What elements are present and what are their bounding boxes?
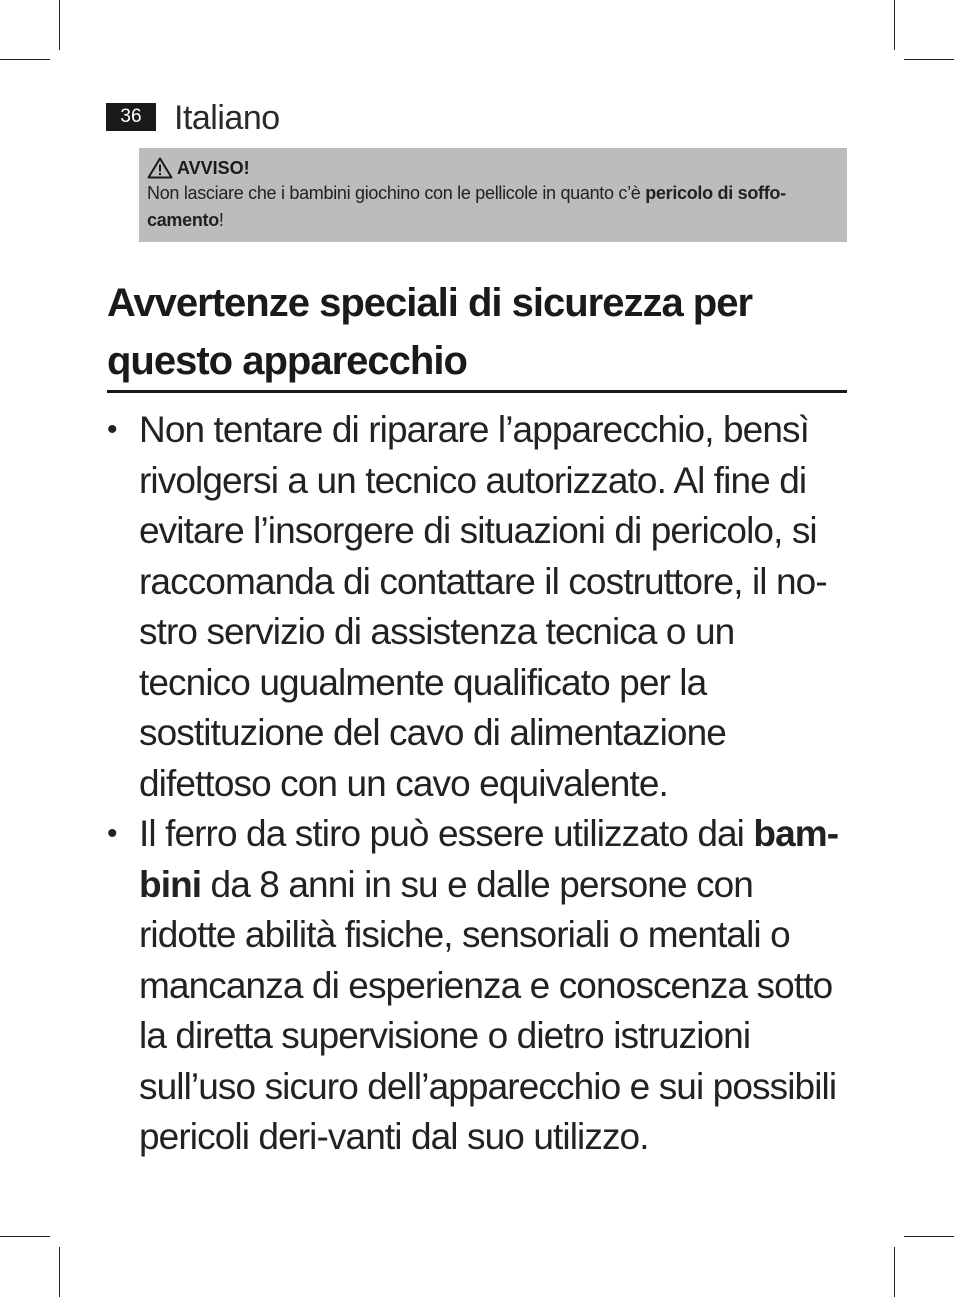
language-label: Italiano <box>174 99 280 137</box>
warning-text <box>147 180 839 234</box>
crop-mark <box>59 0 60 50</box>
crop-mark <box>904 59 954 60</box>
bullet-text-bold: bam-bini <box>139 813 839 905</box>
crop-mark <box>59 1247 60 1297</box>
warning-title: AVVISO! <box>177 158 250 178</box>
list-item <box>107 809 852 1163</box>
heading-divider <box>107 390 847 393</box>
page-number: 36 <box>106 103 156 131</box>
crop-mark <box>0 1236 50 1237</box>
crop-mark <box>904 1236 954 1237</box>
bullet-icon: • <box>107 817 117 850</box>
warning-text-before: Non lasciare che i bambini giochino con le pellicole in quanto c’è <box>147 183 646 203</box>
list-item <box>107 405 852 809</box>
warning-title-row <box>147 156 839 180</box>
bullet-list <box>107 405 852 1163</box>
warning-text-after: ! <box>218 210 224 230</box>
bullet-text-before: Il ferro da stiro può essere utilizzato dai <box>139 813 754 854</box>
crop-mark <box>894 0 895 50</box>
warning-text-bold: pericolo di soffo-camento <box>147 183 786 230</box>
section-heading: Avvertenze speciali di sicurezza per questo apparecchio <box>107 281 753 383</box>
warning-box <box>139 148 847 242</box>
crop-mark <box>0 59 50 60</box>
bullet-text: Non tentare di riparare l’apparecchio, bensì rivolgersi a un tecnico autorizzato. Al fine di evitare l’insorgere di situazioni di pericolo, si raccomanda di contattare il costruttore, il no-stro servizio di assistenza tecnica o un tecnico ugualmente qualificato per la sostituzione del cavo di alimentazione difettoso con un cavo equivalente. <box>139 409 827 804</box>
warning-triangle-icon <box>147 157 173 179</box>
bullet-icon: • <box>107 413 117 446</box>
crop-mark <box>894 1247 895 1297</box>
bullet-text-after: da 8 anni in su e dalle persone con ridotte abilità fisiche, sensoriali o mentali o mancanza di esperienza e conoscenza sotto la diretta supervisione o dietro istruzioni sull’uso sicuro dell’apparecchio e sui possibili pericoli deri-vanti dal suo utilizzo. <box>139 863 837 1157</box>
